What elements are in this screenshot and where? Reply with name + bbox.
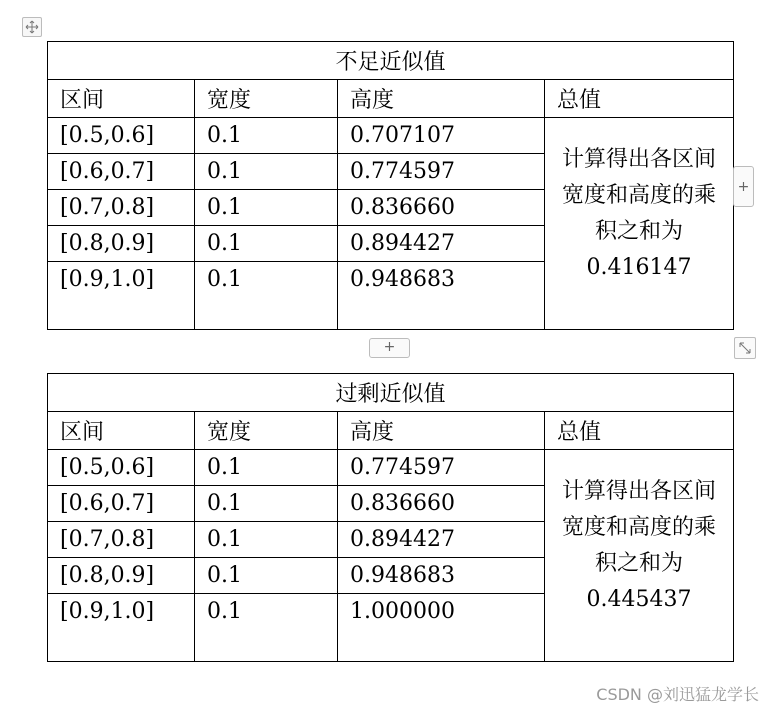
total-value: 0.445437 [586, 586, 692, 612]
cell-height[interactable]: 0.774597 [338, 154, 545, 190]
cell-width[interactable]: 0.1 [195, 226, 338, 262]
cell-height[interactable]: 1.000000 [338, 594, 545, 630]
cell-interval[interactable]: [0.9,1.0] [48, 262, 195, 298]
add-column-button[interactable]: + [733, 166, 754, 207]
cell-interval[interactable]: [0.7,0.8] [48, 190, 195, 226]
total-description: 计算得出各区间宽度和高度的乘积之和为 [562, 478, 717, 576]
header-total[interactable]: 总值 [545, 80, 734, 118]
empty-cell[interactable] [338, 298, 545, 330]
cell-width[interactable]: 0.1 [195, 118, 338, 154]
cell-height[interactable]: 0.894427 [338, 226, 545, 262]
cell-width[interactable]: 0.1 [195, 522, 338, 558]
cell-interval[interactable]: [0.6,0.7] [48, 154, 195, 190]
cell-width[interactable]: 0.1 [195, 190, 338, 226]
total-description: 计算得出各区间宽度和高度的乘积之和为 [562, 146, 717, 244]
header-total[interactable]: 总值 [545, 412, 734, 450]
header-width[interactable]: 宽度 [195, 412, 338, 450]
cell-height[interactable]: 0.836660 [338, 486, 545, 522]
cell-width[interactable]: 0.1 [195, 262, 338, 298]
table-title[interactable]: 不足近似值 [48, 42, 734, 80]
header-height[interactable]: 高度 [338, 412, 545, 450]
cell-interval[interactable]: [0.5,0.6] [48, 118, 195, 154]
table-resize-handle[interactable] [734, 337, 756, 359]
header-height[interactable]: 高度 [338, 80, 545, 118]
cell-width[interactable]: 0.1 [195, 558, 338, 594]
cell-width[interactable]: 0.1 [195, 594, 338, 630]
cell-interval[interactable]: [0.6,0.7] [48, 486, 195, 522]
total-value: 0.416147 [586, 254, 692, 280]
header-interval[interactable]: 区间 [48, 80, 195, 118]
table-move-handle[interactable] [22, 17, 42, 37]
add-row-button[interactable]: + [369, 338, 410, 358]
table-lower-approximation [47, 41, 734, 330]
cell-interval[interactable]: [0.7,0.8] [48, 522, 195, 558]
cell-interval[interactable]: [0.8,0.9] [48, 558, 195, 594]
empty-cell[interactable] [48, 630, 195, 662]
table-row [48, 450, 734, 486]
cell-height[interactable]: 0.948683 [338, 262, 545, 298]
header-width[interactable]: 宽度 [195, 80, 338, 118]
empty-cell[interactable] [195, 298, 338, 330]
cell-height[interactable]: 0.774597 [338, 450, 545, 486]
cell-height[interactable]: 0.894427 [338, 522, 545, 558]
cell-total[interactable] [545, 450, 734, 662]
four-way-arrow-icon [25, 20, 39, 34]
cell-height[interactable]: 0.707107 [338, 118, 545, 154]
cell-height[interactable]: 0.836660 [338, 190, 545, 226]
table-row [48, 118, 734, 154]
empty-cell[interactable] [338, 630, 545, 662]
table-upper-approximation [47, 373, 734, 662]
header-interval[interactable]: 区间 [48, 412, 195, 450]
cell-width[interactable]: 0.1 [195, 154, 338, 190]
empty-cell[interactable] [195, 630, 338, 662]
cell-interval[interactable]: [0.8,0.9] [48, 226, 195, 262]
cell-total[interactable] [545, 118, 734, 330]
cell-interval[interactable]: [0.9,1.0] [48, 594, 195, 630]
cell-interval[interactable]: [0.5,0.6] [48, 450, 195, 486]
cell-height[interactable]: 0.948683 [338, 558, 545, 594]
diagonal-resize-icon [738, 341, 752, 355]
cell-width[interactable]: 0.1 [195, 450, 338, 486]
cell-width[interactable]: 0.1 [195, 486, 338, 522]
watermark: CSDN @刘迅猛龙学长 [596, 685, 759, 704]
empty-cell[interactable] [48, 298, 195, 330]
table-title[interactable]: 过剩近似值 [48, 374, 734, 412]
